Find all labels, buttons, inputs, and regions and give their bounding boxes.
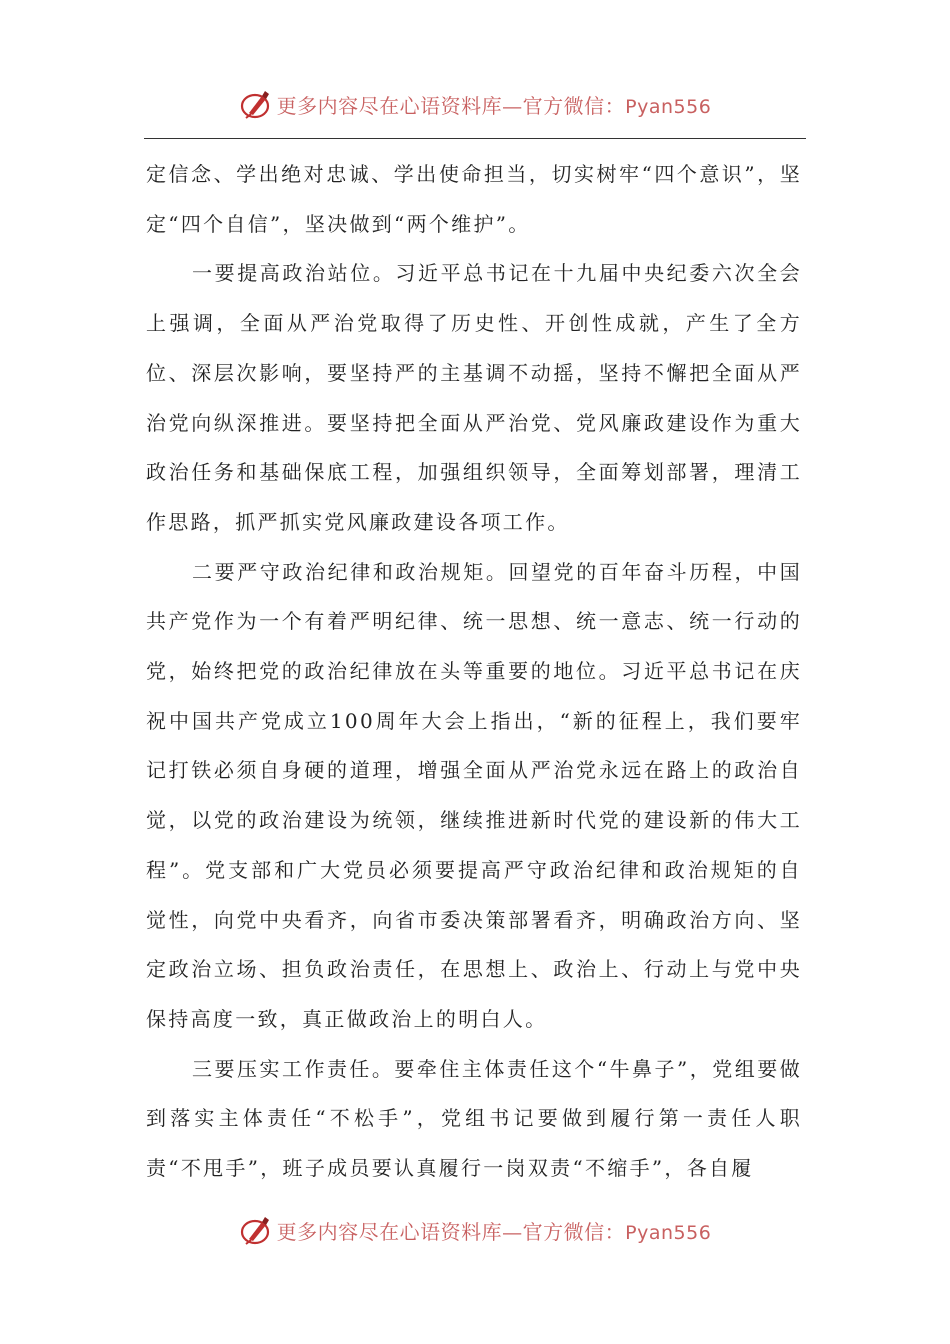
pen-nib-logo-icon <box>239 87 273 121</box>
header-divider <box>144 138 806 139</box>
banner-text <box>277 90 712 119</box>
paragraph-work-responsibility: 三要压实工作责任。要牵住主体责任这个“牛鼻子”，党组要做到落实主体责任“不松手”，党组书记要做到履行第一责任人职责“不甩手”，班子成员要认真履行一岗双责“不缩手”，各自履 <box>146 1056 802 1181</box>
document-body <box>146 150 802 1194</box>
footer-banner <box>0 1210 950 1250</box>
banner-wechat-id: Pyan556 <box>625 95 712 118</box>
banner-text <box>277 1216 712 1245</box>
pen-nib-logo-icon <box>239 1213 273 1247</box>
paragraph-political-discipline: 二要严守政治纪律和政治规矩。回望党的百年奋斗历程，中国共产党作为一个有着严明纪律、统一思想、统一意志、统一行动的党，始终把党的政治纪律放在头等重要的地位。习近平总书记在庆祝中国共产党成立100周年大会上指出，“新的征程上，我们要牢记打铁必须自身硬的道理，增强全面从严治党永远在路上的政治自觉，以党的政治建设为统领，继续推进新时代党的建设新的伟大工程”。党支部和广大党员必须要提高严守政治纪律和政治规矩的自觉性，向党中央看齐，向省市委决策部署看齐，明确政治方向、坚定政治立场、担负政治责任，在思想上、政治上、行动上与党中央保持高度一致，真正做政治上的明白人。 <box>146 559 802 1031</box>
banner-main-text: 更多内容尽在心语资料库—官方微信： <box>276 1219 626 1244</box>
paragraph-continuation: 定信念、学出绝对忠诚、学出使命担当，切实树牢“四个意识”，坚定“四个自信”，坚决做到“两个维护”。 <box>146 162 802 236</box>
banner-wechat-id: Pyan556 <box>625 1221 712 1244</box>
header-banner <box>0 84 950 124</box>
paragraph-political-stance: 一要提高政治站位。习近平总书记在十九届中央纪委六次全会上强调，全面从严治党取得了历史性、开创性成就，产生了全方位、深层次影响，要坚持严的主基调不动摇，坚持不懈把全面从严治党向纵深推进。要坚持把全面从严治党、党风廉政建设作为重大政治任务和基础保底工程，加强组织领导，全面筹划部署，理清工作思路，抓严抓实党风廉政建设各项工作。 <box>146 261 802 534</box>
banner-main-text: 更多内容尽在心语资料库—官方微信： <box>276 93 626 118</box>
